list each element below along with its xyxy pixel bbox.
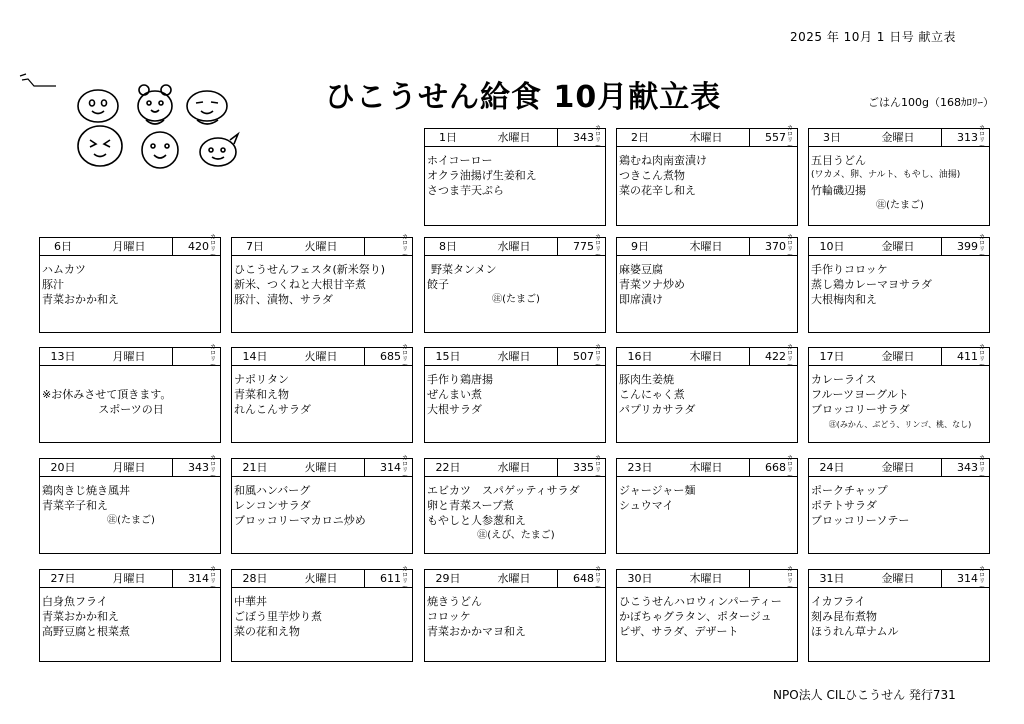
day-menu	[40, 256, 220, 307]
day-weekday: 金曜日	[881, 350, 915, 363]
day-weekday: 火曜日	[304, 240, 338, 253]
calorie-value: 422	[765, 350, 786, 363]
menu-day-cell	[808, 454, 990, 554]
menu-day-cell	[808, 124, 990, 226]
calorie-value: 313	[957, 131, 978, 144]
menu-item: 即席漬け	[619, 293, 663, 306]
menu-item: オクラ油揚げ生姜和え	[427, 169, 537, 182]
calorie-unit: カロリー	[595, 343, 602, 369]
menu-day-cell	[424, 454, 606, 554]
day-header	[425, 565, 605, 591]
menu-item: 手作り鶏唐揚	[427, 373, 493, 386]
menu-item: ポークチャップ	[811, 484, 888, 497]
day-header	[425, 454, 605, 480]
day-menu	[617, 147, 797, 198]
menu-item: (ワカメ、卵、ナルト、もやし、油揚)	[811, 170, 961, 180]
day-header	[617, 233, 797, 259]
day-date: 3日	[823, 131, 841, 144]
calorie-unit: カロリー	[787, 233, 794, 259]
menu-day-cell	[808, 343, 990, 443]
day-menu	[232, 366, 412, 417]
day-date: 16日	[627, 350, 653, 363]
day-menu	[617, 256, 797, 307]
menu-day-cell	[616, 454, 798, 554]
day-header	[617, 565, 797, 591]
day-weekday: 月曜日	[112, 572, 146, 585]
day-menu	[40, 366, 220, 417]
calorie-unit: カロリー	[402, 454, 409, 480]
menu-item: ㊟(えび、たまご)	[477, 530, 555, 541]
menu-item: ハムカツ	[42, 263, 86, 276]
menu-item: ブロッコリーソテー	[811, 514, 910, 527]
menu-day-cell	[231, 233, 413, 333]
day-menu	[809, 477, 989, 528]
calorie-unit: カロリー	[787, 343, 794, 369]
menu-day-cell	[808, 233, 990, 333]
day-date: 6日	[54, 240, 72, 253]
calorie-unit: カロリー	[210, 343, 217, 369]
menu-item: ごぼう里芋炒り煮	[234, 610, 322, 623]
menu-day-cell	[424, 124, 606, 226]
menu-item: 菜の花和え物	[234, 625, 300, 638]
calorie-unit: カロリー	[595, 454, 602, 480]
day-menu	[809, 256, 989, 307]
calorie-value: 370	[765, 240, 786, 253]
menu-item: 青菜和え物	[234, 388, 289, 401]
day-menu	[40, 588, 220, 639]
day-weekday: 火曜日	[304, 461, 338, 474]
day-date: 21日	[242, 461, 268, 474]
calorie-unit: カロリー	[787, 565, 794, 591]
day-weekday: 金曜日	[881, 131, 915, 144]
day-weekday: 水曜日	[497, 572, 531, 585]
day-date: 29日	[435, 572, 461, 585]
day-calories	[557, 343, 605, 369]
menu-item: シュウマイ	[619, 499, 674, 512]
day-weekday: 水曜日	[497, 131, 531, 144]
day-weekday: 月曜日	[112, 350, 146, 363]
day-calories	[749, 124, 797, 150]
calorie-value: 343	[573, 131, 594, 144]
day-calories	[557, 233, 605, 259]
publisher-footer: NPO法人 CILひこうせん 発行731	[773, 688, 956, 702]
calorie-unit: カロリー	[210, 454, 217, 480]
day-menu	[617, 366, 797, 417]
menu-item: 大根梅肉和え	[811, 293, 877, 306]
menu-day-cell	[231, 343, 413, 443]
menu-item: ほうれん草ナムル	[811, 625, 899, 638]
calorie-unit: カロリー	[787, 454, 794, 480]
calorie-unit: カロリー	[595, 565, 602, 591]
day-menu	[232, 588, 412, 639]
calorie-unit: カロリー	[402, 565, 409, 591]
menu-item: 青菜おかか和え	[42, 610, 119, 623]
day-date: 31日	[819, 572, 845, 585]
menu-day-cell	[231, 454, 413, 554]
day-date: 15日	[435, 350, 461, 363]
day-weekday: 火曜日	[304, 350, 338, 363]
calorie-unit: カロリー	[787, 124, 794, 150]
menu-item: ぜんまい煮	[427, 388, 482, 401]
calorie-value: 668	[765, 461, 786, 474]
menu-day-cell	[39, 565, 221, 662]
menu-item: 麻婆豆腐	[619, 263, 663, 276]
menu-item: イカフライ	[811, 595, 866, 608]
menu-item: スポーツの日	[98, 403, 164, 416]
menu-item: 和風ハンバーグ	[234, 484, 311, 497]
menu-item: ナポリタン	[234, 373, 289, 386]
menu-item: 新米、つくねと大根甘辛煮	[234, 278, 366, 291]
day-calories	[749, 343, 797, 369]
menu-item: かぼちゃグラタン、ポタージュ	[619, 610, 772, 623]
day-calories	[172, 233, 220, 259]
day-weekday: 金曜日	[881, 572, 915, 585]
day-header	[617, 454, 797, 480]
calorie-value: 420	[188, 240, 209, 253]
calorie-unit: カロリー	[979, 233, 986, 259]
menu-item: 青菜おかか和え	[42, 293, 119, 306]
day-weekday: 木曜日	[689, 461, 723, 474]
day-date: 2日	[631, 131, 649, 144]
menu-item: 菜の花辛し和え	[619, 184, 696, 197]
day-calories	[364, 454, 412, 480]
menu-item: 蒸し鶏カレーマヨサラダ	[811, 278, 932, 291]
menu-item: もやしと人参葱和え	[427, 514, 526, 527]
day-date: 10日	[819, 240, 845, 253]
calorie-unit: カロリー	[979, 124, 986, 150]
menu-item: ポテトサラダ	[811, 499, 877, 512]
day-calories	[749, 565, 797, 591]
day-weekday: 木曜日	[689, 572, 723, 585]
calorie-value: 314	[188, 572, 209, 585]
calorie-unit: カロリー	[402, 343, 409, 369]
day-date: 27日	[50, 572, 76, 585]
day-weekday: 木曜日	[689, 131, 723, 144]
calorie-value: 611	[380, 572, 401, 585]
day-calories	[364, 565, 412, 591]
rice-note: ごはん100g（168ｶﾛﾘｰ）	[868, 96, 994, 109]
menu-item: ブロッコリーサラダ	[811, 403, 910, 416]
day-menu	[232, 477, 412, 528]
menu-item: 焼きうどん	[427, 595, 482, 608]
day-header	[40, 233, 220, 259]
menu-day-cell	[39, 343, 221, 443]
day-date: 23日	[627, 461, 653, 474]
menu-day-cell	[616, 343, 798, 443]
day-header	[809, 233, 989, 259]
issue-date: 2025 年 10月 1 日号 献立表	[790, 30, 957, 44]
menu-item: つきこん煮物	[619, 169, 685, 182]
menu-day-cell	[616, 565, 798, 662]
calorie-unit: カロリー	[402, 233, 409, 259]
day-calories	[941, 454, 989, 480]
menu-item: 豚汁、漬物、サラダ	[234, 293, 333, 306]
day-calories	[172, 343, 220, 369]
day-date: 9日	[631, 240, 649, 253]
menu-day-cell	[616, 233, 798, 333]
day-calories	[941, 343, 989, 369]
menu-day-cell	[231, 565, 413, 662]
day-header	[809, 454, 989, 480]
page-title: ひこうせん給食 10月献立表	[325, 80, 722, 115]
day-header	[425, 124, 605, 150]
calorie-unit: カロリー	[210, 233, 217, 259]
menu-item: さつま芋天ぷら	[427, 184, 504, 197]
menu-item: 鶏肉きじ焼き風丼	[42, 484, 130, 497]
menu-item: コロッケ	[427, 610, 471, 623]
day-header	[40, 343, 220, 369]
menu-item: エビカツ スパゲッティサラダ	[427, 484, 580, 497]
menu-item: 豚汁	[42, 278, 64, 291]
calorie-value: 411	[957, 350, 978, 363]
menu-item: ㊟(たまご)	[876, 200, 924, 211]
day-header	[40, 454, 220, 480]
menu-item: パプリカサラダ	[619, 403, 696, 416]
menu-item: こんにゃく煮	[619, 388, 685, 401]
calorie-unit: カロリー	[595, 233, 602, 259]
day-calories	[172, 454, 220, 480]
menu-item: 卵と青菜スープ煮	[427, 499, 514, 512]
day-calories	[749, 233, 797, 259]
calorie-value: 507	[573, 350, 594, 363]
menu-day-cell	[424, 565, 606, 662]
day-header	[809, 343, 989, 369]
day-date: 24日	[819, 461, 845, 474]
menu-item: 青菜おかかマヨ和え	[427, 625, 526, 638]
calorie-unit: カロリー	[210, 565, 217, 591]
menu-item: 餃子	[427, 278, 449, 291]
calorie-value: 343	[188, 461, 209, 474]
day-date: 28日	[242, 572, 268, 585]
day-calories	[557, 565, 605, 591]
menu-item: 中華丼	[234, 595, 267, 608]
day-date: 1日	[439, 131, 457, 144]
day-header	[232, 565, 412, 591]
day-header	[232, 343, 412, 369]
day-weekday: 水曜日	[497, 461, 531, 474]
day-menu	[425, 147, 605, 198]
day-weekday: 火曜日	[304, 572, 338, 585]
menu-day-cell	[424, 233, 606, 333]
day-menu	[425, 588, 605, 639]
day-weekday: 月曜日	[112, 461, 146, 474]
calorie-unit: カロリー	[979, 454, 986, 480]
day-menu	[617, 477, 797, 513]
menu-item: ※お休みさせて頂きます。	[42, 388, 172, 401]
day-header	[232, 454, 412, 480]
menu-item: ブロッコリーマカロニ炒め	[234, 514, 366, 527]
day-weekday: 木曜日	[689, 350, 723, 363]
menu-item: 豚肉生姜焼	[619, 373, 674, 386]
menu-day-cell	[39, 233, 221, 333]
calorie-value: 314	[380, 461, 401, 474]
menu-item: 大根サラダ	[427, 403, 482, 416]
calorie-value: 775	[573, 240, 594, 253]
day-date: 7日	[246, 240, 264, 253]
calorie-value: 335	[573, 461, 594, 474]
menu-item	[42, 372, 220, 387]
day-calories	[557, 454, 605, 480]
calorie-value: 399	[957, 240, 978, 253]
day-menu	[232, 256, 412, 307]
menu-day-cell	[39, 454, 221, 554]
menu-item: フルーツヨーグルト	[811, 388, 909, 401]
day-date: 22日	[435, 461, 461, 474]
menu-item: ひこうせんハロウィンパーティー	[619, 595, 782, 608]
day-header	[232, 233, 412, 259]
day-date: 30日	[627, 572, 653, 585]
menu-item: ㊟(みかん、ぶどう、リンゴ、桃、なし)	[828, 420, 972, 429]
day-weekday: 月曜日	[112, 240, 146, 253]
menu-item: 鶏むね肉南蛮漬け	[619, 154, 707, 167]
day-header	[425, 343, 605, 369]
day-calories	[749, 454, 797, 480]
menu-item: ㊟(たまご)	[492, 294, 540, 305]
day-header	[40, 565, 220, 591]
day-header	[617, 124, 797, 150]
day-date: 13日	[50, 350, 76, 363]
day-calories	[172, 565, 220, 591]
day-menu	[425, 366, 605, 417]
calorie-value: 314	[957, 572, 978, 585]
calorie-unit: カロリー	[979, 565, 986, 591]
calorie-value: 685	[380, 350, 401, 363]
day-date: 14日	[242, 350, 268, 363]
day-weekday: 金曜日	[881, 461, 915, 474]
menu-item: 白身魚フライ	[42, 595, 108, 608]
menu-item: ジャージャー麺	[619, 484, 696, 497]
menu-item: 竹輪磯辺揚	[811, 184, 866, 197]
day-calories	[557, 124, 605, 150]
menu-item: 五目うどん	[811, 154, 866, 167]
menu-item: 刻み昆布煮物	[811, 610, 877, 623]
day-calories	[941, 233, 989, 259]
day-header	[617, 343, 797, 369]
calorie-unit: カロリー	[979, 343, 986, 369]
day-date: 17日	[819, 350, 845, 363]
calorie-value: 648	[573, 572, 594, 585]
day-menu	[425, 477, 605, 543]
day-menu	[809, 366, 989, 432]
day-date: 8日	[439, 240, 457, 253]
menu-item: レンコンサラダ	[234, 499, 311, 512]
menu-day-cell	[616, 124, 798, 226]
calorie-value: 557	[765, 131, 786, 144]
menu-item: 野菜タンメン	[431, 263, 497, 276]
day-weekday: 木曜日	[689, 240, 723, 253]
menu-item: 青菜ツナ炒め	[619, 278, 685, 291]
calorie-unit: カロリー	[595, 124, 602, 150]
menu-item: ㊟(たまご)	[107, 515, 155, 526]
menu-item: ホイコーロー	[427, 154, 493, 167]
day-header	[809, 124, 989, 150]
menu-day-cell	[424, 343, 606, 443]
day-menu	[809, 588, 989, 639]
day-menu	[40, 477, 220, 528]
day-calories	[941, 124, 989, 150]
menu-item: れんこんサラダ	[234, 403, 311, 416]
day-weekday: 金曜日	[881, 240, 915, 253]
day-menu	[809, 147, 989, 213]
day-calories	[941, 565, 989, 591]
menu-item: カレーライス	[811, 373, 877, 386]
cartoon-faces-illustration	[72, 84, 252, 174]
menu-item: 青菜辛子和え	[42, 499, 108, 512]
day-header	[809, 565, 989, 591]
day-calories	[364, 233, 412, 259]
menu-item: 手作りコロッケ	[811, 263, 888, 276]
menu-item: ひこうせんフェスタ(新米祭り)	[234, 263, 386, 276]
menu-item: 高野豆腐と根菜煮	[42, 625, 130, 638]
day-weekday: 水曜日	[497, 240, 531, 253]
day-menu	[617, 588, 797, 639]
day-weekday: 水曜日	[497, 350, 531, 363]
menu-day-cell	[808, 565, 990, 662]
menu-item: ピザ、サラダ、デザート	[619, 625, 739, 638]
day-calories	[364, 343, 412, 369]
corner-scribble	[16, 70, 60, 92]
day-header	[425, 233, 605, 259]
calorie-value: 343	[957, 461, 978, 474]
day-menu	[425, 256, 605, 307]
day-date: 20日	[50, 461, 76, 474]
